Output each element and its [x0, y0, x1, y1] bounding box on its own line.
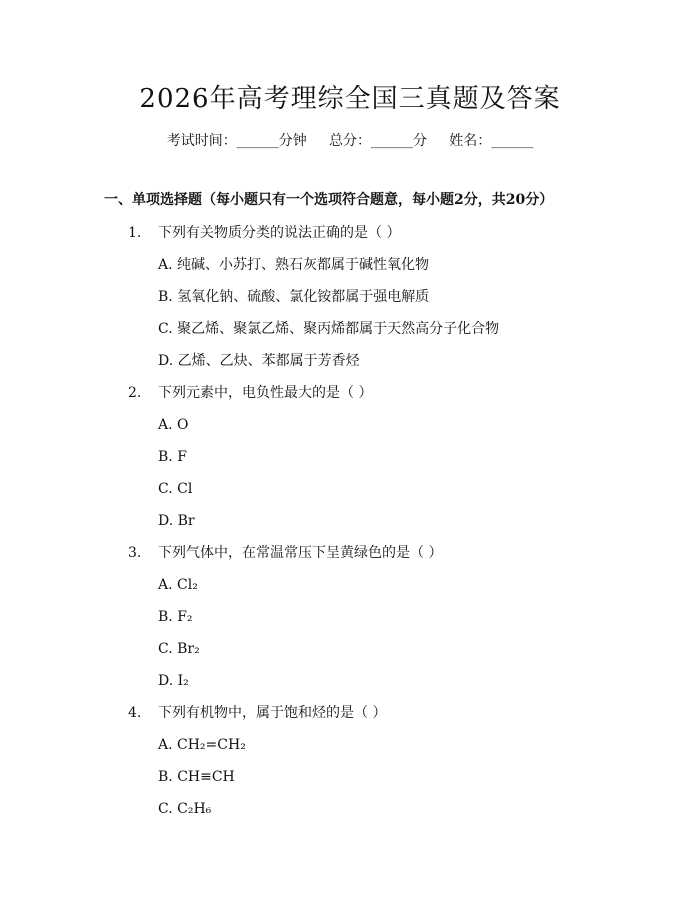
q4-option-a: A. CH₂=CH₂ [158, 737, 246, 753]
q2-option-b: B. F [158, 449, 187, 465]
q1-option-a: A. 纯碱、小苏打、熟石灰都属于碱性氧化物 [158, 257, 430, 273]
question-2 [128, 382, 372, 404]
question-text: 下列有关物质分类的说法正确的是（ ） [158, 225, 401, 241]
q3-option-b: B. F₂ [158, 609, 193, 625]
question-text: 下列有机物中，属于饱和烃的是（ ） [158, 705, 387, 721]
question-number: 4. [128, 705, 142, 721]
q1-option-d: D. 乙烯、乙炔、苯都属于芳香烃 [158, 353, 360, 369]
question-1 [128, 222, 400, 244]
q2-option-d: D. Br [158, 513, 195, 529]
section-title: 一、单项选择题（每小题只有一个选项符合题意，每小题2分，共20分） [104, 192, 554, 208]
q2-option-c: C. Cl [158, 481, 193, 497]
q2-option-a: A. O [158, 417, 189, 433]
question-3 [128, 542, 442, 564]
q1-option-c: C. 聚乙烯、聚氯乙烯、聚丙烯都属于天然高分子化合物 [158, 321, 500, 337]
q4-option-b: B. CH≡CH [158, 769, 235, 785]
page-title: 2026年高考理综全国三真题及答案 [139, 84, 561, 114]
question-4 [128, 702, 386, 724]
question-number: 2. [128, 385, 142, 401]
question-number: 1. [128, 225, 142, 241]
q1-option-b: B. 氢氧化钠、硫酸、氯化铵都属于强电解质 [158, 289, 430, 305]
question-text: 下列气体中，在常温常压下呈黄绿色的是（ ） [158, 545, 443, 561]
q3-option-c: C. Br₂ [158, 641, 200, 657]
exam-info-line: 考试时间：______分钟 总分：______分 姓名：______ [166, 133, 534, 149]
q3-option-a: A. Cl₂ [158, 577, 198, 593]
q3-option-d: D. I₂ [158, 673, 189, 689]
question-text: 下列元素中，电负性最大的是（ ） [158, 385, 373, 401]
q4-option-c: C. C₂H₆ [158, 801, 212, 817]
question-number: 3. [128, 545, 142, 561]
